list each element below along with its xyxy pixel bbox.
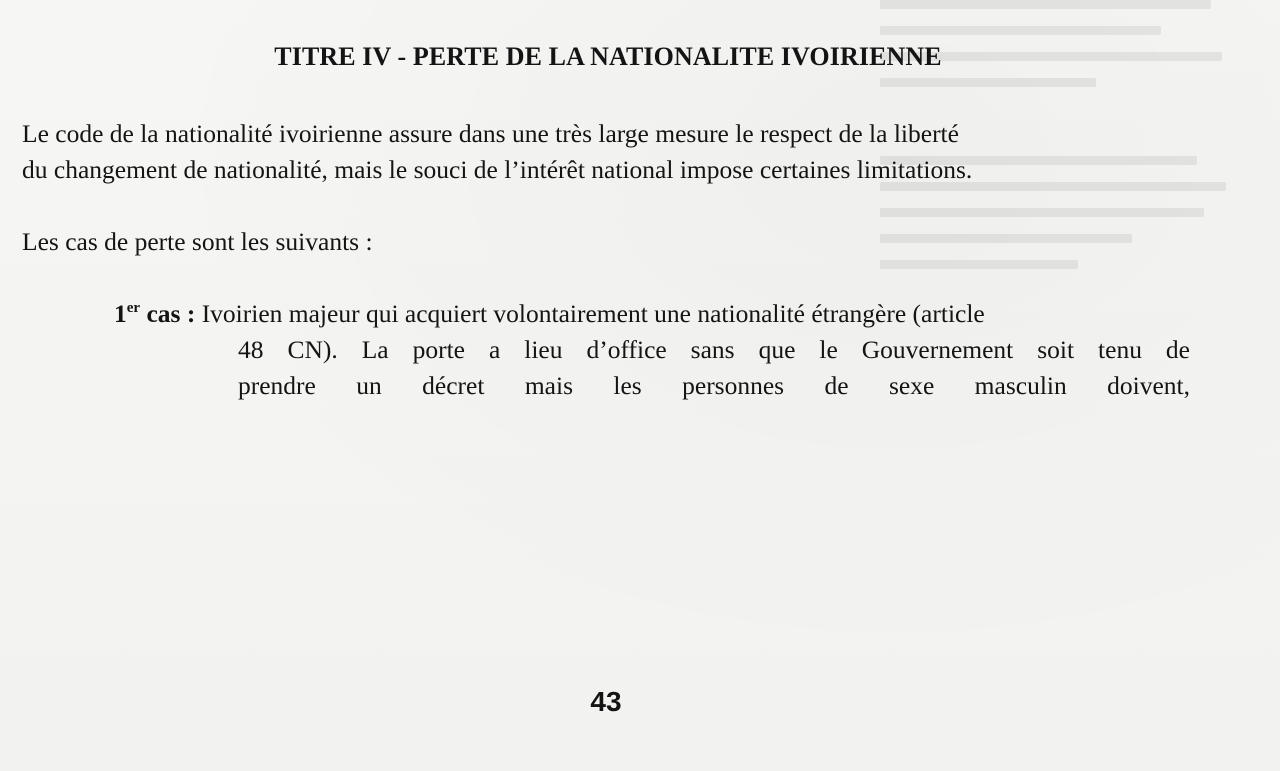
cases-intro-paragraph: Les cas de perte sont les suivants : — [22, 227, 373, 256]
case-1-heading — [114, 299, 195, 328]
page-number: 43 — [590, 686, 622, 717]
case-1-superscript: er — [126, 300, 141, 316]
case-1-number: 1 — [114, 299, 127, 328]
case-1-text-line-2: 48 CN). La porte a lieu d’office sans que le Gouvernement soit tenu de — [238, 335, 1190, 364]
case-1-first-line — [114, 296, 1190, 332]
section-title: TITRE IV - PERTE DE LA NATIONALITE IVOIRIENNE — [274, 42, 942, 71]
case-1-block — [114, 296, 1190, 404]
case-1-text-line-1: Ivoirien majeur qui acquiert volontairement une nationalité étrangère (article — [201, 299, 985, 328]
intro-paragraph — [22, 116, 1192, 188]
intro-paragraph-line-1: Le code de la nationalité ivoirienne assure dans une très large mesure le respect de la liberté — [22, 119, 959, 148]
case-1-label: cas : — [146, 299, 196, 328]
case-1-text-line-3: prendre un décret mais les personnes de sexe masculin doivent, — [238, 371, 1190, 400]
intro-paragraph-line-2: du changement de nationalité, mais le souci de l’intérêt national impose certaines limitations. — [22, 155, 973, 184]
